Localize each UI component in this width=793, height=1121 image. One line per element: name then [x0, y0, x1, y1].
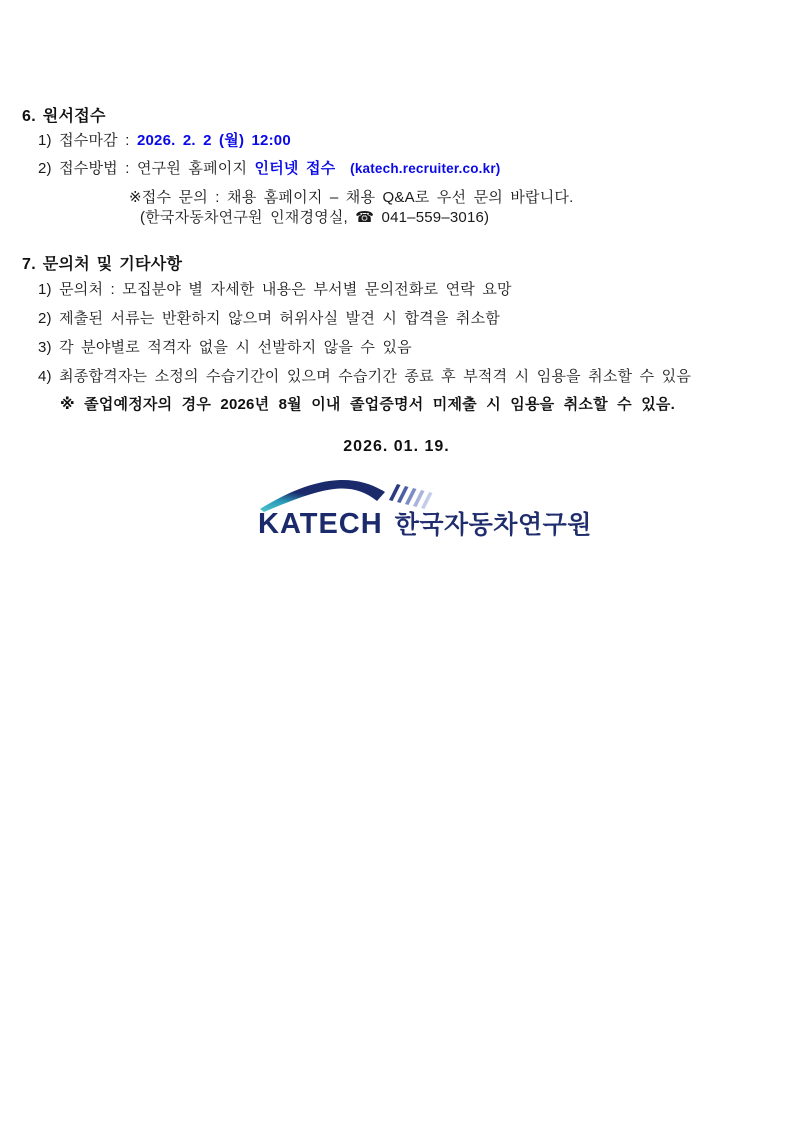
section6-note-line1: ※접수 문의 : 채용 홈페이지 – 채용 Q&A로 우선 문의 바랍니다.	[129, 189, 574, 206]
section7-graduation-note: ※ 졸업예정자의 경우 2026년 8월 이내 졸업증명서 미제출 시 임용을 취소할 수 있음.	[60, 396, 675, 413]
section7-heading: 7. 문의처 및 기타사항	[22, 256, 183, 273]
section6-note-line2: (한국자동차연구원 인재경영실, ☎ 041–559–3016)	[140, 209, 490, 226]
section6-item-deadline	[38, 132, 291, 151]
section6-item-method	[38, 160, 501, 179]
recruiter-url-link[interactable]: (katech.recruiter.co.kr)	[350, 161, 501, 176]
deadline-label: 1) 접수마감 :	[38, 132, 137, 149]
document-date: 2026. 01. 19.	[343, 438, 450, 455]
section7-item-contact: 1) 문의처 : 모집분야 별 자세한 내용은 부서별 문의전화로 연락 요망	[38, 281, 512, 298]
method-label: 2) 접수방법 : 연구원 홈페이지	[38, 160, 255, 177]
section7-item-no-selection: 3) 각 분야별로 적격자 없을 시 선발하지 않을 수 있음	[38, 339, 412, 356]
section6-heading: 6. 원서접수	[22, 108, 106, 125]
katech-logo-korean: 한국자동차연구원	[394, 511, 592, 539]
katech-logo-latin: KATECH	[258, 508, 383, 540]
katech-logo	[258, 505, 592, 541]
section7-item-probation: 4) 최종합격자는 소정의 수습기간이 있으며 수습기간 종료 후 부적격 시 임용을 취소할 수 있음	[38, 368, 692, 385]
deadline-value: 2026. 2. 2 (월) 12:00	[136, 132, 291, 149]
internet-apply-link[interactable]: 인터넷 접수	[254, 160, 336, 177]
section7-item-documents: 2) 제출된 서류는 반환하지 않으며 허위사실 발견 시 합격을 취소함	[38, 310, 500, 327]
spacer	[335, 160, 350, 177]
